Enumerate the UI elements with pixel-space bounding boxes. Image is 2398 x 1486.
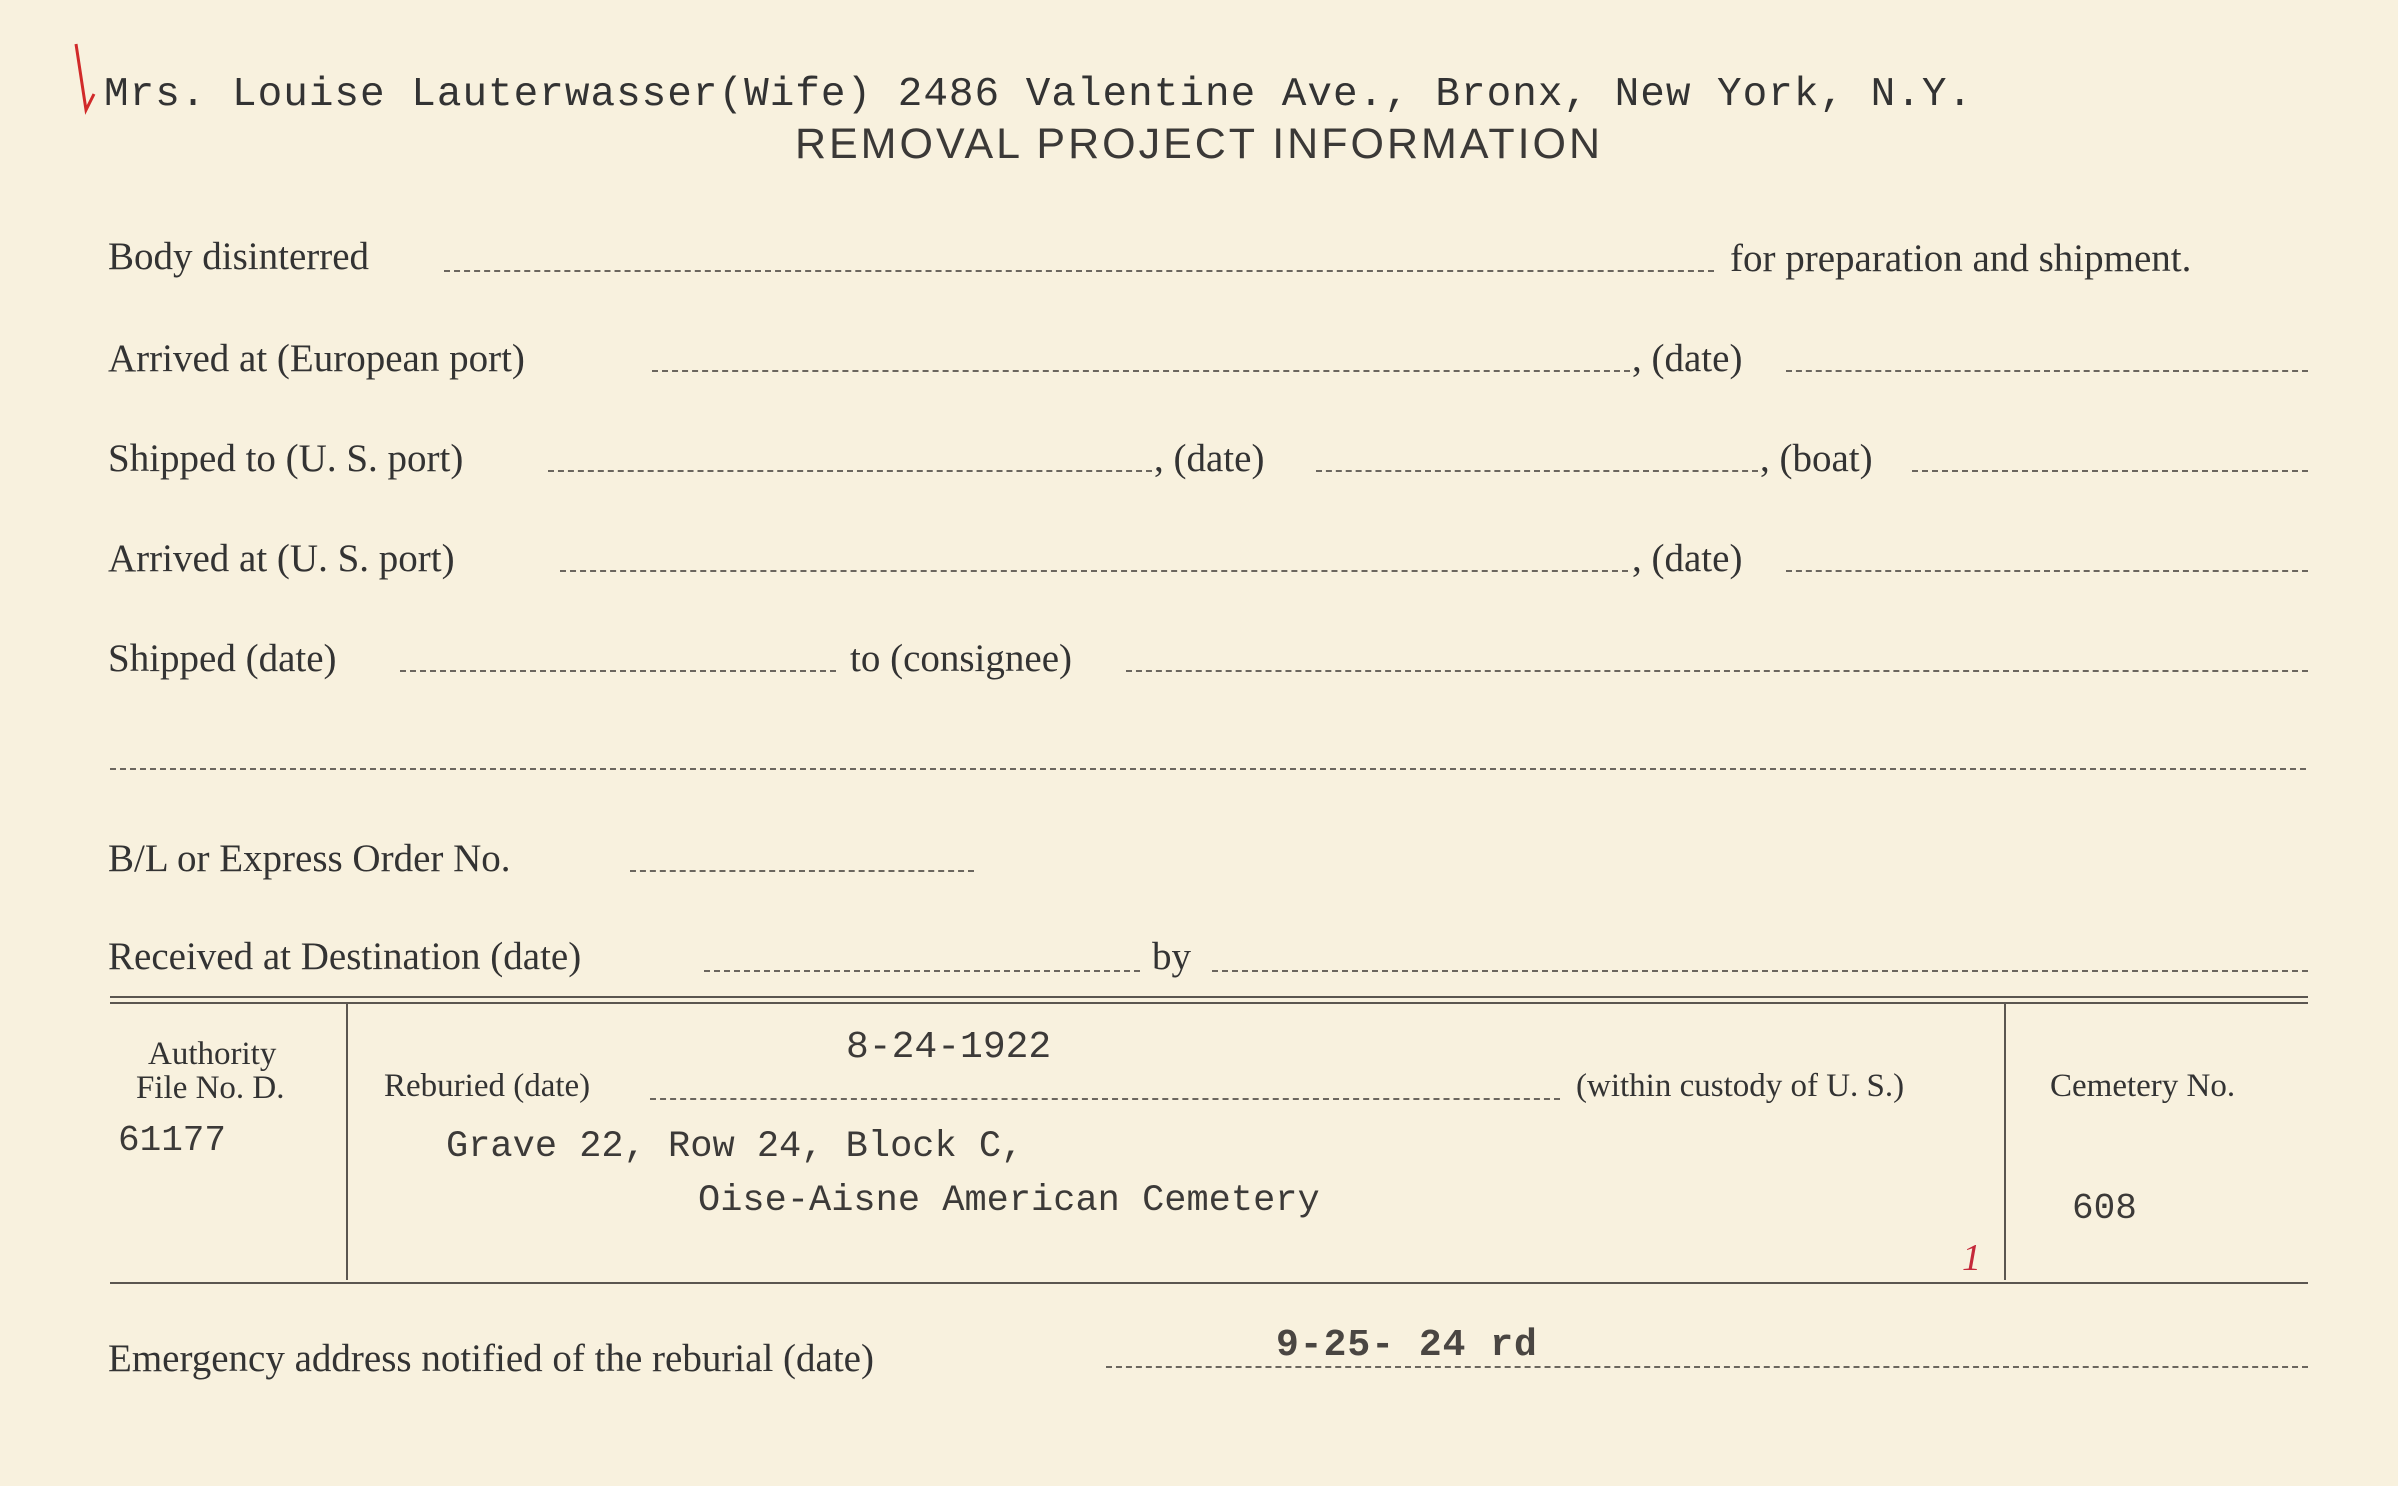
card-title: REMOVAL PROJECT INFORMATION	[794, 120, 1604, 168]
boat-label: , (boat)	[1760, 437, 1873, 480]
bl-order-field[interactable]	[630, 870, 974, 872]
authority-file-number: 61177	[118, 1120, 227, 1161]
bl-order-label: B/L or Express Order No.	[108, 837, 511, 880]
authority-label-2: File No. D.	[136, 1070, 285, 1106]
custody-label: (within custody of U. S.)	[1576, 1068, 1905, 1104]
us-port-field[interactable]	[548, 470, 1152, 472]
shipped-date-field-2[interactable]	[400, 670, 836, 672]
box-divider-left	[346, 1004, 348, 1280]
box-top-rule-1	[110, 996, 2308, 998]
addressee-line: Mrs. Louise Lauterwasser(Wife) 2486 Valentine Ave., Bronx, New York, N.Y.	[104, 72, 1974, 118]
shipped-to-us-label: Shipped to (U. S. port)	[108, 437, 464, 480]
arrived-european-label: Arrived at (European port)	[108, 337, 525, 380]
consignee-field[interactable]	[1126, 670, 2308, 672]
arrived-us-port-field[interactable]	[560, 570, 1628, 572]
red-tally-mark: 1	[1962, 1237, 1981, 1279]
cemetery-no-value: 608	[2072, 1188, 2137, 1229]
cemetery-no-label: Cemetery No.	[2050, 1068, 2236, 1104]
box-bottom-rule	[110, 1282, 2308, 1284]
consignee-label: to (consignee)	[850, 637, 1073, 680]
european-port-field[interactable]	[652, 370, 1630, 372]
arrived-us-date-field[interactable]	[1786, 570, 2308, 572]
date-label-1: , (date)	[1632, 337, 1743, 380]
red-check-mark	[72, 40, 98, 120]
box-top-rule-2	[110, 1002, 2308, 1004]
shipped-date-label: Shipped (date)	[108, 637, 337, 680]
european-date-field[interactable]	[1786, 370, 2308, 372]
reburied-date-field[interactable]	[650, 1098, 1560, 1100]
emergency-label: Emergency address notified of the reburial (date)	[108, 1337, 874, 1380]
blank-line[interactable]	[110, 768, 2306, 770]
by-label: by	[1152, 935, 1191, 978]
arrived-us-label: Arrived at (U. S. port)	[108, 537, 455, 580]
date-label-3: , (date)	[1632, 537, 1743, 580]
grave-line-1: Grave 22, Row 24, Block C,	[446, 1126, 1024, 1168]
body-disinterred-field[interactable]	[444, 270, 1714, 272]
received-by-field[interactable]	[1212, 970, 2308, 972]
shipped-date-field[interactable]	[1316, 470, 1758, 472]
received-destination-label: Received at Destination (date)	[108, 935, 582, 978]
preparation-label: for preparation and shipment.	[1730, 237, 2192, 280]
authority-label-1: Authority	[148, 1036, 277, 1072]
body-disinterred-label: Body disinterred	[108, 235, 370, 278]
box-divider-right	[2004, 1004, 2006, 1280]
date-label-2: , (date)	[1154, 437, 1265, 480]
emergency-date-value: 9-25- 24 rd	[1276, 1324, 1538, 1367]
boat-field[interactable]	[1912, 470, 2308, 472]
received-date-field[interactable]	[704, 970, 1140, 972]
reburied-label: Reburied (date)	[384, 1068, 591, 1104]
grave-line-2: Oise-Aisne American Cemetery	[698, 1180, 1320, 1222]
reburied-date-value: 8-24-1922	[846, 1026, 1052, 1069]
